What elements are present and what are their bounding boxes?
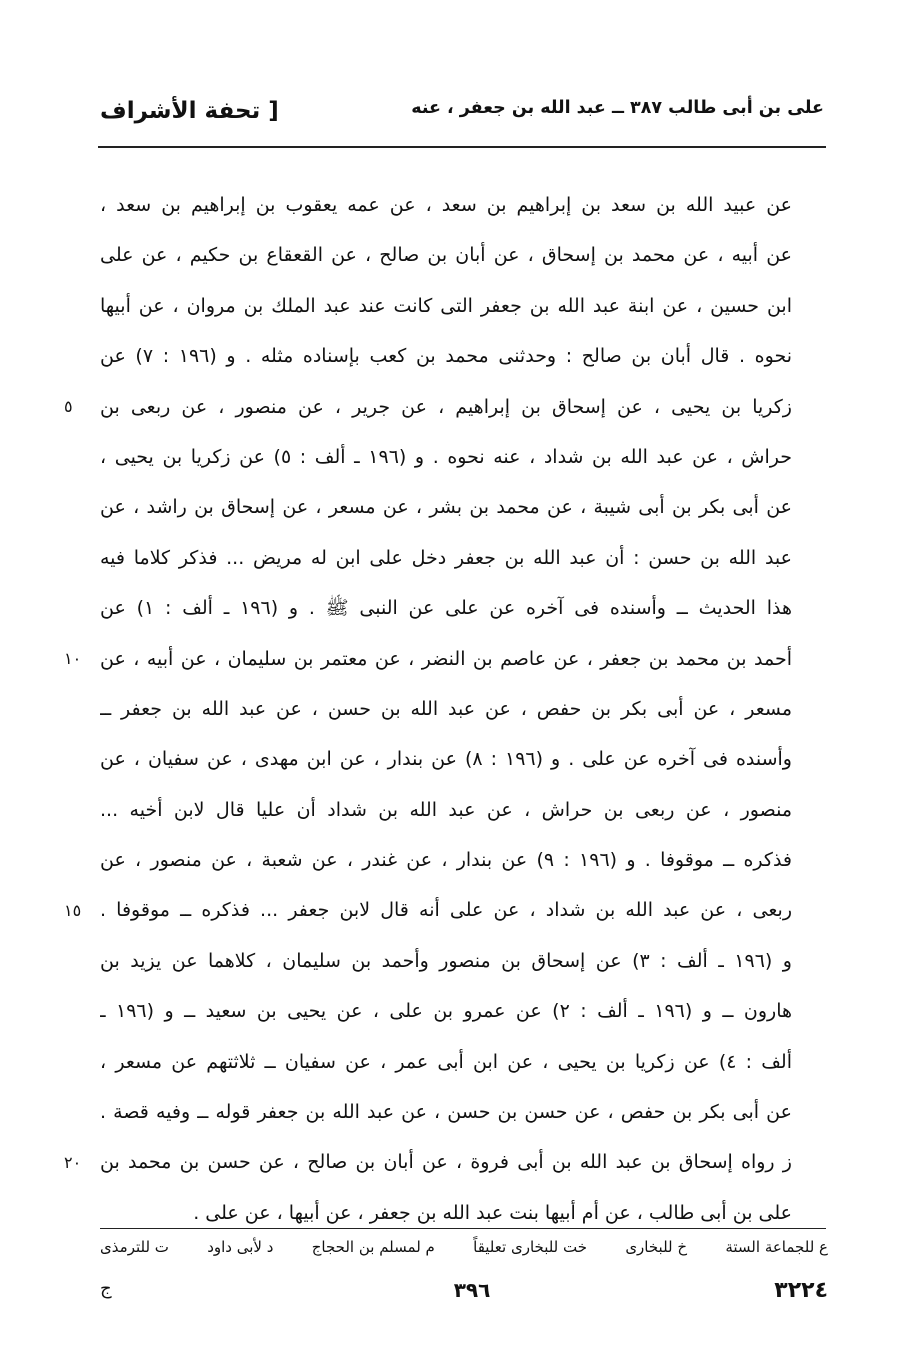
text-line: فذکره ــ موقوفا . و (١٩٦ : ٩) عن بندار ، عن غندر ، عن شعبة ، عن منصور ، عن (100, 849, 792, 872)
abbreviation-item: م لمسلم بن الحجاج (311, 1238, 435, 1256)
signature-mark: ج (100, 1278, 112, 1299)
text-line: عن أبی بکر بن حفص ، عن حسن بن حسن ، عن عبد الله بن جعفر قوله ــ وفیه قصة . (100, 1101, 792, 1124)
header-rule (98, 146, 826, 148)
main-text (100, 180, 792, 1238)
text-line: ألف : ٤) عن زکریا بن یحیی ، عن ابن أبی عمر ، عن سفیان ــ ثلاثتهم عن مسعر ، (100, 1050, 792, 1073)
line-number: ٥ (64, 396, 73, 416)
text-line: ربعی ، عن عبد الله بن شداد ، عن علی أنه قال لابن جعفر ... فذکره ــ موقوفا . (100, 899, 792, 922)
abbreviation-item: ت للترمذی (100, 1238, 169, 1256)
abbreviation-key (100, 1238, 828, 1256)
running-header (100, 98, 824, 138)
text-line: علی بن أبی طالب ، عن أم أبیها بنت عبد الله بن جعفر ، عن أبیها ، عن علی . (193, 1201, 792, 1224)
text-line: ز رواه إسحاق بن عبد الله بن أبی فروة ، عن أبان بن صالح ، عن حسن بن محمد بن (100, 1151, 792, 1174)
line-number: ٢٠ (64, 1152, 82, 1172)
text-line: أحمد بن محمد بن جعفر ، عن عاصم بن النضر ، عن معتمر بن سلیمان ، عن أبیه ، عن (100, 647, 792, 670)
header-title: علی بن أبی طالب ٣٨٧ ــ عبد الله بن جعفر ، عنه (411, 98, 824, 118)
abbreviation-item: ع للجماعة الستة (725, 1238, 828, 1256)
abbreviation-item: خ للبخاری (625, 1238, 688, 1256)
page-number: ٣٩٦ (453, 1278, 491, 1302)
text-line: مسعر ، عن أبی بکر بن حفص ، عن عبد الله بن حسن ، عن عبد الله بن جعفر ــ (100, 697, 792, 720)
text-line: وأسنده فی آخره عن علی . و (١٩٦ : ٨) عن بندار ، عن ابن مهدی ، عن سفیان ، عن (100, 748, 792, 771)
text-line: عن أبی بکر بن أبی شیبة ، عن محمد بن بشر ، عن مسعر ، عن إسحاق بن راشد ، عن (100, 496, 792, 519)
abbreviation-item: خت للبخاری تعلیقاً (473, 1238, 588, 1256)
footnote-rule (100, 1228, 826, 1229)
text-line: نحوه . قال أبان بن صالح : وحدثنی محمد بن کعب بإسناده مثله . و (١٩٦ : ٧) عن (100, 345, 792, 368)
text-line: هذا الحدیث ــ وأسنده فی آخره عن علی عن النبی ﷺ . و (١٩٦ ـ ألف : ١) عن (100, 597, 792, 620)
text-line: عن عبید الله بن سعد بن إبراهیم بن سعد ، عن عمه یعقوب بن إبراهیم بن سعد ، (100, 194, 792, 216)
text-line: ابن حسین ، عن ابنة عبد الله بن جعفر التی کانت عند عبد الملك بن مروان ، عن أبیها (100, 294, 792, 317)
text-line: زکریا بن یحیی ، عن إسحاق بن إبراهیم ، عن جریر ، عن منصور ، عن ربعی بن (100, 395, 792, 418)
text-line: منصور ، عن ربعی بن حراش ، عن عبد الله بن شداد أن علیا قال لابن أخیه ... (100, 798, 792, 821)
text-line: عن أبیه ، عن محمد بن إسحاق ، عن أبان بن صالح ، عن القعقاع بن حکیم ، عن علی (100, 244, 792, 267)
text-line: و (١٩٦ ـ ألف : ٣) عن إسحاق بن منصور وأحمد بن سلیمان ، کلاهما عن یزید بن (100, 949, 792, 972)
line-number: ١٠ (64, 648, 82, 668)
abbreviation-item: د لأبی داود (207, 1238, 274, 1256)
header-book-name: [ تحفة الأشراف (100, 98, 279, 124)
text-line: حراش ، عن عبد الله بن شداد ، عنه نحوه . و (١٩٦ ـ ألف : ٥) عن زکریا بن یحیی ، (100, 445, 792, 468)
line-number: ١٥ (64, 900, 82, 920)
text-line: عبد الله بن حسن : أن عبد الله بن جعفر دخل علی ابن له مریض ... فذکر کلاما فیه (100, 546, 792, 569)
hadith-number: ٣٢٢٤ (774, 1278, 828, 1303)
page-footer (100, 1278, 828, 1314)
text-line: هارون ــ و (١٩٦ ـ ألف : ٢) عن عمرو بن علی ، عن یحیی بن سعید ــ و (١٩٦ ـ (100, 1000, 792, 1023)
